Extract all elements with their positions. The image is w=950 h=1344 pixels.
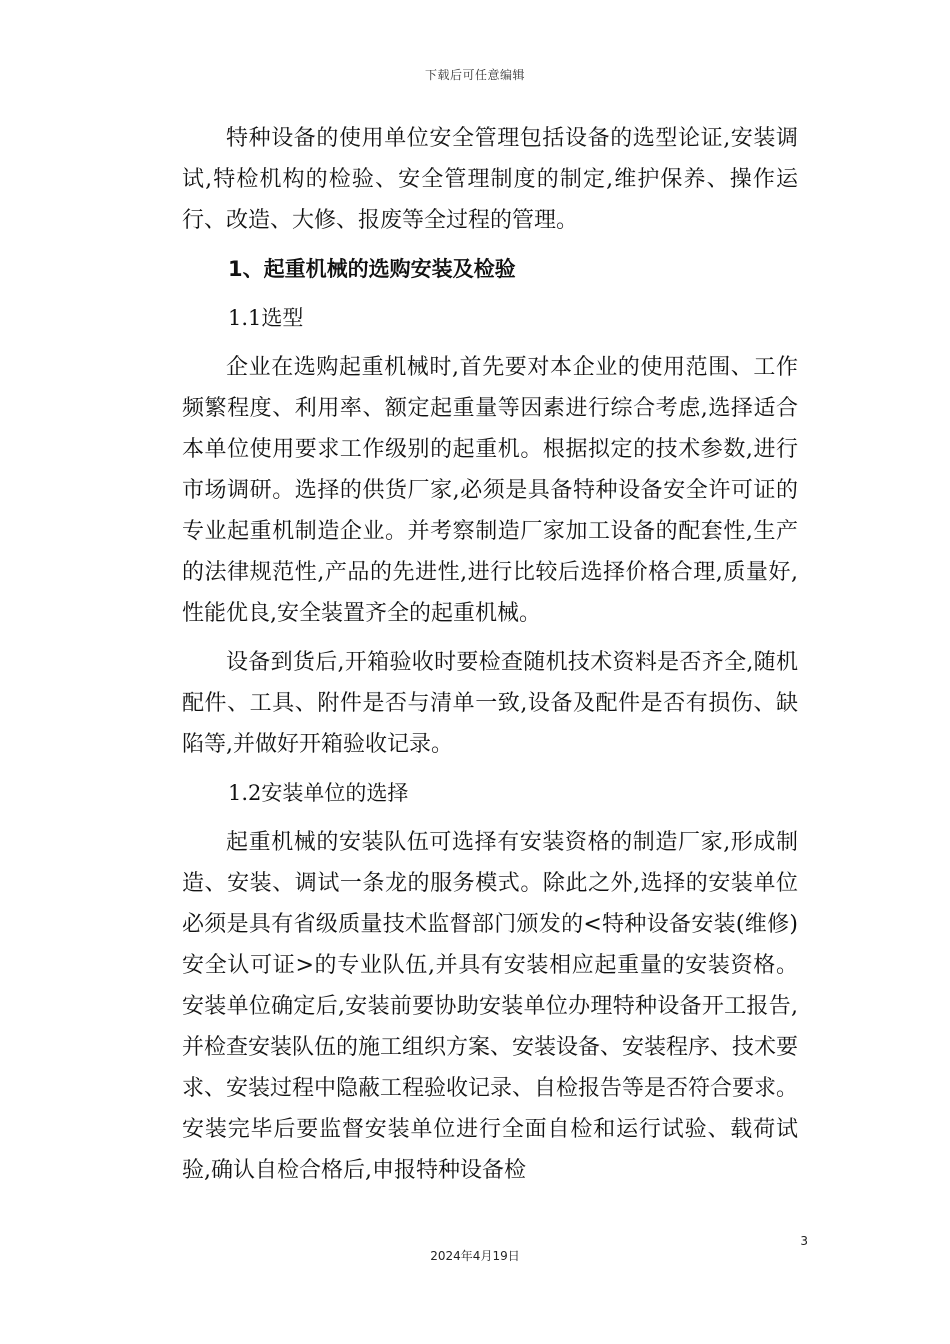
page-number: 3 [800,1234,808,1248]
section-1-heading: 1、起重机械的选购安装及检验 [228,257,516,281]
header-note: 下载后可任意编辑 [424,68,525,82]
section-1-1-paragraph-1: 企业在选购起重机械时,首先要对本企业的使用范围、工作频繁程度、利用率、额定起重量等因素进行综合考虑,选择适合本单位使用要求工作级别的起重机。根据拟定的技术参数,进行市场调研。选择的供货厂家,必须是具备特种设备安全许可证的专业起重机制造企业。并考察制造厂家加工设备的配套性,生产的法律规范性,产品的先进性,进行比较后选择价格合理,质量好,性能优良,安全装置齐全的起重机械。 [182,355,798,626]
footer-date: 2024年4月19日 [430,1249,520,1263]
document-body [182,118,798,1199]
section-1-2-paragraph-1: 起重机械的安装队伍可选择有安装资格的制造厂家,形成制造、安装、调试一条龙的服务模式。除此之外,选择的安装单位必须是具有省级质量技术监督部门颁发的<特种设备安装(维修)安全认可证>的专业队伍,并具有安装相应起重量的安装资格。安装单位确定后,安装前要协助安装单位办理特种设备开工报告,并检查安装队伍的施工组织方案、安装设备、安装程序、技术要求、安装过程中隐蔽工程验收记录、自检报告等是否符合要求。安装完毕后要监督安装单位进行全面自检和运行试验、载荷试验,确认自检合格后,申报特种设备检 [182,830,799,1183]
section-1-2-heading: 1.2安装单位的选择 [228,781,409,805]
intro-paragraph: 特种设备的使用单位安全管理包括设备的选型论证,安装调试,特检机构的检验、安全管理制度的制定,维护保养、操作运行、改造、大修、报废等全过程的管理。 [182,126,798,233]
section-1-1-paragraph-2: 设备到货后,开箱验收时要检查随机技术资料是否齐全,随机配件、工具、附件是否与清单一致,设备及配件是否有损伤、缺陷等,并做好开箱验收记录。 [182,650,798,757]
section-1-1-heading: 1.1选型 [228,306,304,330]
